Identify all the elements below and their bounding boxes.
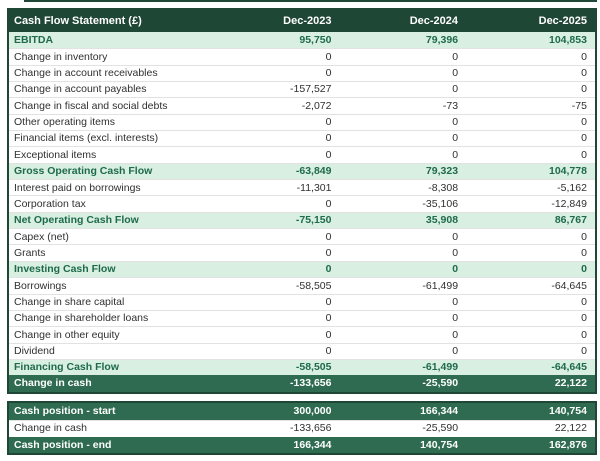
row-value: 0 — [325, 51, 332, 63]
table-row — [9, 146, 595, 162]
row-value: 0 — [452, 133, 459, 144]
row-value: -25,590 — [422, 423, 459, 434]
row-label: Change in shareholder loans — [14, 313, 149, 324]
row-label: Change in cash — [14, 423, 87, 434]
row-label: Borrowings — [14, 280, 67, 292]
table-row — [9, 343, 595, 359]
table-row — [9, 403, 595, 420]
table-row — [9, 114, 595, 130]
table-row — [9, 277, 595, 293]
row-value: 166,344 — [293, 439, 332, 451]
row-value: 79,323 — [425, 166, 459, 177]
summary-rows — [9, 403, 595, 453]
table-row — [9, 179, 595, 195]
row-value: 0 — [325, 133, 332, 144]
row-label: Other operating items — [14, 117, 115, 128]
row-value: 0 — [325, 117, 332, 128]
row-value: -64,645 — [551, 280, 587, 292]
row-value: 140,754 — [548, 406, 587, 417]
row-label: Exceptional items — [14, 149, 97, 161]
row-label: EBITDA — [14, 34, 54, 46]
row-value: 0 — [325, 247, 332, 259]
table-row — [9, 228, 595, 244]
row-value: 95,750 — [299, 34, 332, 46]
row-value: -25,590 — [422, 378, 459, 389]
row-value: 22,122 — [554, 423, 587, 434]
row-value: 0 — [452, 247, 459, 259]
row-value: -157,527 — [290, 84, 332, 95]
row-value: 35,908 — [425, 215, 459, 226]
row-value: 0 — [325, 345, 332, 357]
row-value: -35,106 — [422, 198, 459, 210]
row-value: 0 — [581, 149, 587, 161]
row-value: 0 — [581, 51, 587, 63]
row-value: 0 — [581, 247, 587, 259]
row-value: 166,344 — [420, 406, 459, 417]
cash-flow-table — [7, 8, 597, 394]
row-label: Grants — [14, 247, 46, 259]
table-title: Cash Flow Statement (£) — [14, 15, 142, 27]
table-row — [9, 375, 595, 391]
row-value: -63,849 — [295, 166, 332, 177]
row-value: -75,150 — [295, 215, 332, 226]
row-value: -64,645 — [551, 362, 587, 373]
row-value: -61,499 — [422, 362, 459, 373]
row-value: 0 — [452, 264, 459, 275]
row-label: Financial items (excl. interests) — [14, 133, 159, 144]
table-row — [9, 420, 595, 437]
row-label: Interest paid on borrowings — [14, 182, 141, 194]
row-value: -8,308 — [428, 182, 459, 194]
table-row — [9, 32, 595, 48]
row-value: 0 — [581, 296, 587, 308]
top-edge-rule — [24, 0, 597, 2]
row-value: -61,499 — [422, 280, 459, 292]
row-value: 0 — [325, 296, 332, 308]
table-row — [9, 130, 595, 146]
row-label: Change in account receivables — [14, 68, 158, 79]
row-label: Cash position - end — [14, 439, 112, 451]
row-value: 104,778 — [548, 166, 587, 177]
row-value: 0 — [325, 313, 332, 324]
table-row — [9, 437, 595, 454]
table-row — [9, 212, 595, 228]
table-row — [9, 359, 595, 375]
row-label: Gross Operating Cash Flow — [14, 166, 153, 177]
row-value: 0 — [452, 84, 459, 95]
row-value: -5,162 — [557, 182, 587, 194]
row-value: 0 — [452, 117, 459, 128]
table-row — [9, 310, 595, 326]
table-row — [9, 163, 595, 179]
row-value: -133,656 — [290, 378, 332, 389]
table-row — [9, 294, 595, 310]
row-value: -58,505 — [295, 362, 332, 373]
row-label: Change in share capital — [14, 296, 125, 308]
row-value: 0 — [325, 264, 332, 275]
cash-position-summary-table — [7, 401, 597, 455]
table-row — [9, 97, 595, 113]
table-row — [9, 326, 595, 342]
row-value: 300,000 — [293, 406, 332, 417]
row-value: 0 — [581, 345, 587, 357]
period-column-header: Dec-2025 — [538, 15, 587, 27]
period-column-header: Dec-2023 — [283, 15, 332, 27]
row-label: Dividend — [14, 345, 55, 357]
row-value: -11,301 — [296, 182, 332, 194]
row-value: -133,656 — [290, 423, 332, 434]
row-value: 0 — [325, 231, 332, 243]
row-label: Investing Cash Flow — [14, 264, 116, 275]
row-value: 0 — [581, 133, 587, 144]
row-value: 0 — [452, 231, 459, 243]
row-value: 86,767 — [554, 215, 587, 226]
row-label: Change in fiscal and social debts — [14, 100, 168, 112]
row-value: 0 — [581, 84, 587, 95]
table-row — [9, 48, 595, 64]
row-value: 0 — [581, 264, 587, 275]
row-value: 0 — [581, 329, 587, 341]
row-value: 0 — [581, 117, 587, 128]
row-value: 162,876 — [548, 439, 587, 451]
table-row — [9, 195, 595, 211]
row-value: 22,122 — [554, 378, 587, 389]
row-value: -2,072 — [301, 100, 332, 112]
row-label: Corporation tax — [14, 198, 86, 210]
table-row — [9, 244, 595, 260]
row-label: Financing Cash Flow — [14, 362, 120, 373]
main-rows — [9, 32, 595, 392]
row-value: -73 — [442, 100, 459, 112]
table-header-row — [9, 10, 595, 32]
row-value: 0 — [325, 198, 332, 210]
row-value: 0 — [452, 296, 459, 308]
table-row — [9, 261, 595, 277]
row-label: Change in account payables — [14, 84, 147, 95]
row-value: -12,849 — [551, 198, 587, 210]
table-row — [9, 81, 595, 97]
row-value: 0 — [581, 313, 587, 324]
row-label: Change in other equity — [14, 329, 120, 341]
row-value: 0 — [581, 231, 587, 243]
row-value: 0 — [452, 68, 459, 79]
row-value: 0 — [581, 68, 587, 79]
row-value: 140,754 — [420, 439, 459, 451]
row-label: Capex (net) — [14, 231, 69, 243]
row-value: -75 — [571, 100, 587, 112]
row-label: Change in inventory — [14, 51, 108, 63]
period-column-header: Dec-2024 — [409, 15, 459, 27]
row-value: 0 — [452, 149, 459, 161]
row-value: 0 — [452, 313, 459, 324]
row-value: 0 — [325, 68, 332, 79]
row-value: 0 — [452, 345, 459, 357]
row-label: Change in cash — [14, 378, 92, 389]
row-value: 0 — [325, 329, 332, 341]
row-value: 0 — [452, 329, 459, 341]
row-value: 0 — [325, 149, 332, 161]
table-row — [9, 65, 595, 81]
row-label: Net Operating Cash Flow — [14, 215, 139, 226]
row-value: -58,505 — [295, 280, 332, 292]
row-value: 0 — [452, 51, 459, 63]
row-value: 104,853 — [548, 34, 587, 46]
row-value: 79,396 — [425, 34, 459, 46]
row-label: Cash position - start — [14, 406, 116, 417]
